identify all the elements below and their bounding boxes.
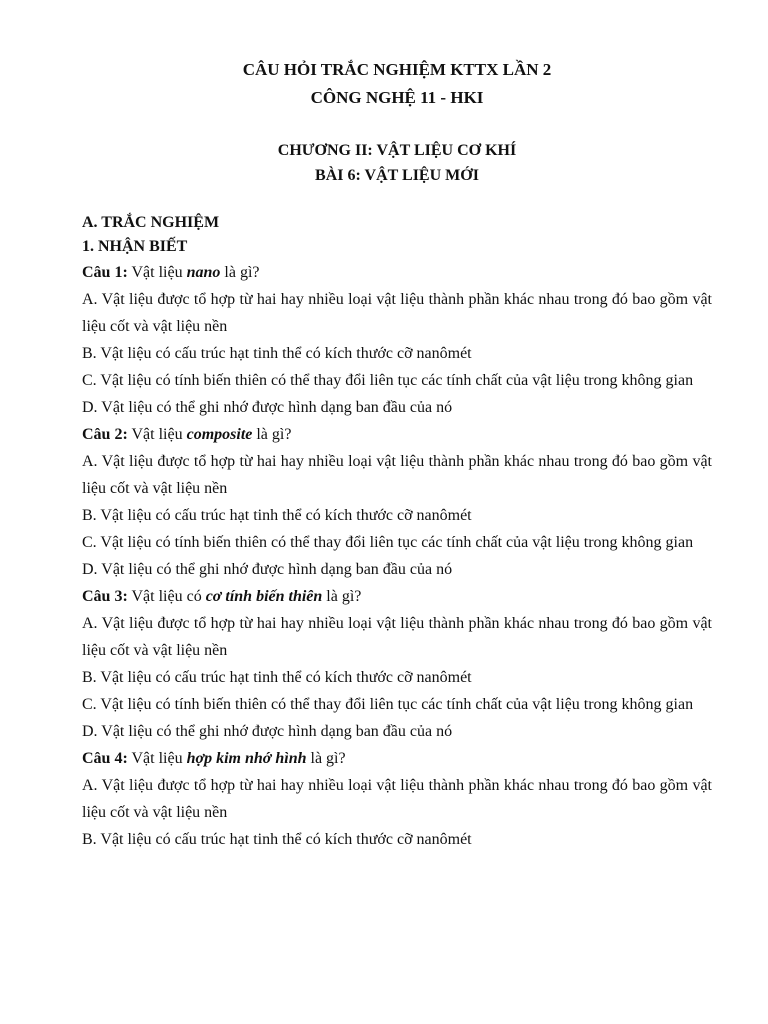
document-title-line-2: CÔNG NGHỆ 11 - HKI (310, 88, 484, 107)
answer-option-a: A. Vật liệu được tổ hợp từ hai hay nhiều loại vật liệu thành phần khác nhau trong đó bao gồm vật liệu cốt và vật liệu nền (82, 615, 712, 659)
question-text-post: là gì? (220, 264, 260, 281)
lesson-title: BÀI 6: VẬT LIỆU MỚI (315, 167, 479, 184)
question-text-pre: Vật liệu (127, 750, 187, 767)
question-block (82, 583, 712, 745)
question-term: composite (186, 426, 253, 443)
question-stem (82, 583, 712, 610)
answer-option-d: D. Vật liệu có thể ghi nhớ được hình dạng ban đầu của nó (82, 561, 453, 578)
answer-option-a: A. Vật liệu được tổ hợp từ hai hay nhiều loại vật liệu thành phần khác nhau trong đó bao gồm vật liệu cốt và vật liệu nền (82, 453, 712, 497)
question-term: hợp kim nhớ hình (186, 750, 307, 767)
answer-option-d: D. Vật liệu có thể ghi nhớ được hình dạng ban đầu của nó (82, 723, 453, 740)
question-number: Câu 2: (82, 426, 128, 443)
answer-option-d: D. Vật liệu có thể ghi nhớ được hình dạng ban đầu của nó (82, 399, 453, 416)
answer-option-a: A. Vật liệu được tổ hợp từ hai hay nhiều loại vật liệu thành phần khác nhau trong đó bao gồm vật liệu cốt và vật liệu nền (82, 291, 712, 335)
question-term: cơ tính biến thiên (205, 588, 323, 605)
question-text-pre: Vật liệu (127, 426, 187, 443)
document-header (82, 56, 712, 112)
question-text-pre: Vật liệu có (127, 588, 206, 605)
answer-option-b: B. Vật liệu có cấu trúc hạt tinh thể có kích thước cỡ nanômét (82, 831, 472, 848)
answer-option-b: B. Vật liệu có cấu trúc hạt tinh thể có kích thước cỡ nanômét (82, 507, 472, 524)
question-number: Câu 3: (82, 588, 128, 605)
question-number: Câu 4: (82, 750, 128, 767)
question-number: Câu 1: (82, 264, 128, 281)
answer-option-b: B. Vật liệu có cấu trúc hạt tinh thể có kích thước cỡ nanômét (82, 345, 472, 362)
question-text-post: là gì? (252, 426, 292, 443)
answer-option-b: B. Vật liệu có cấu trúc hạt tinh thể có kích thước cỡ nanômét (82, 669, 472, 686)
document-title-line-1: CÂU HỎI TRẮC NGHIỆM KTTX LẦN 2 (242, 60, 552, 79)
chapter-title: CHƯƠNG II: VẬT LIỆU CƠ KHÍ (277, 142, 517, 159)
answer-option-c: C. Vật liệu có tính biến thiên có thể thay đổi liên tục các tính chất của vật liệu trong không gian (82, 372, 694, 389)
question-stem (82, 259, 712, 286)
section-heading-part: A. TRẮC NGHIỆM (82, 214, 220, 231)
question-stem (82, 421, 712, 448)
answer-option-a: A. Vật liệu được tổ hợp từ hai hay nhiều loại vật liệu thành phần khác nhau trong đó bao gồm vật liệu cốt và vật liệu nền (82, 777, 712, 821)
answer-option-c: C. Vật liệu có tính biến thiên có thể thay đổi liên tục các tính chất của vật liệu trong không gian (82, 696, 694, 713)
question-block (82, 259, 712, 421)
question-text-post: là gì? (322, 588, 362, 605)
question-block (82, 745, 712, 853)
question-stem (82, 745, 712, 772)
chapter-header (82, 138, 712, 188)
answer-option-c: C. Vật liệu có tính biến thiên có thể thay đổi liên tục các tính chất của vật liệu trong không gian (82, 534, 694, 551)
section-heading-level: 1. NHẬN BIẾT (82, 238, 188, 255)
question-term: nano (186, 264, 221, 281)
question-text-post: là gì? (306, 750, 346, 767)
question-text-pre: Vật liệu (127, 264, 187, 281)
question-block (82, 421, 712, 583)
